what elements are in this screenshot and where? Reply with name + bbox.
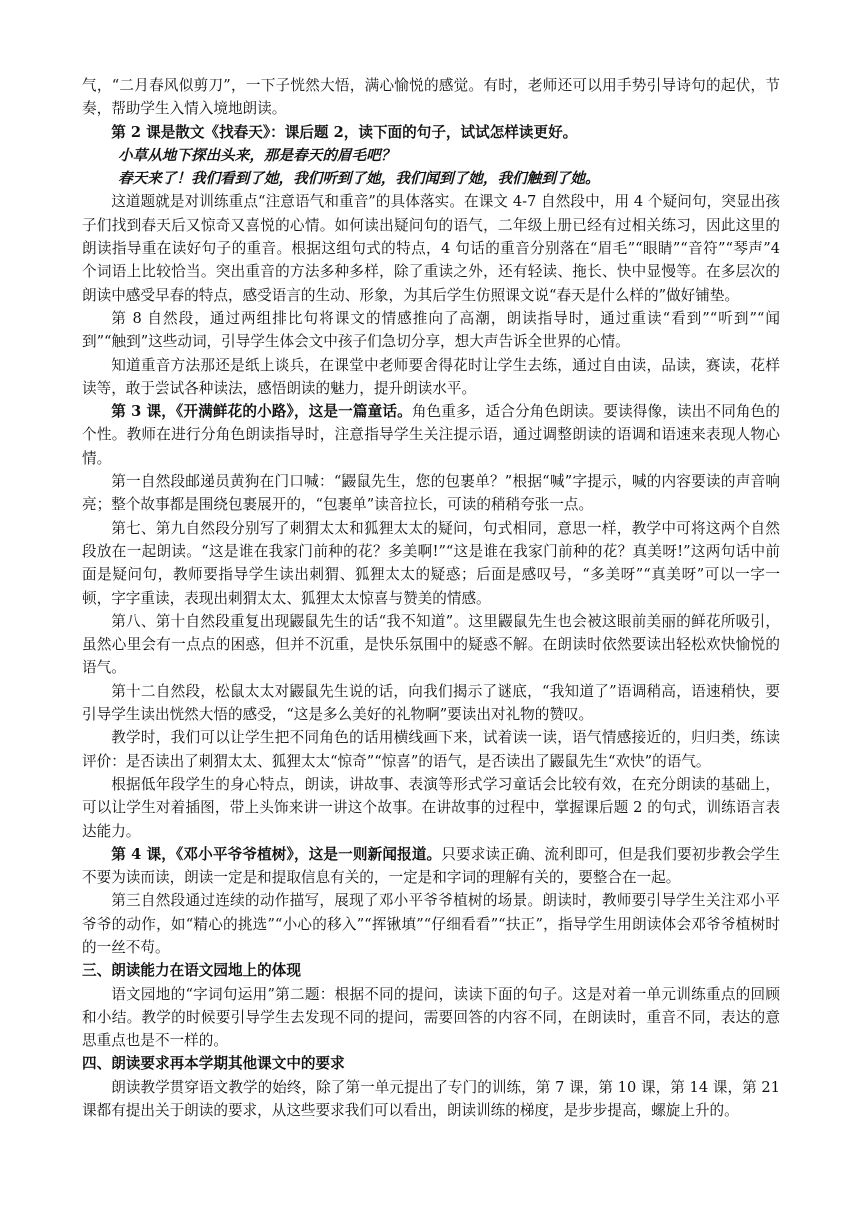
paragraph: 第十二自然段，松鼠太太对鼹鼠先生说的话，向我们揭示了谜底，“我知道了”语调稍高，语速稍快，要引导学生读出恍然大悟的感受，“这是多么美好的礼物啊”要读出对礼物的赞叹。 [82,682,780,724]
quoted-sentence: 春天来了！我们看到了她，我们听到了她，我们闻到了她，我们触到了她。 [118,170,600,188]
section-heading: 三、朗读能力在语文园地上的体现 [82,962,301,980]
quoted-sentence: 小草从地下探出头来，那是春天的眉毛吧？ [118,146,396,164]
paragraph: 朗读教学贯穿语文教学的始终，除了第一单元提出了专门的训练，第 7 课，第 10 课，第 14 课，第 21 课都有提出关于朗读的要求，从这些要求我们可以看出，朗读训练的梯度，是步步提高，螺旋上升的。 [82,1078,780,1120]
paragraph-text: 角色重多，适合分角色朗读。要读得像，读出不同角色的个性。教师在进行分角色朗读指导时，注意指导学生关注提示语，通过调整朗读的语调和语速来表现人物心情。 [82,403,780,467]
paragraph: 第一自然段邮递员黄狗在门口喊：“鼹鼠先生，您的包裹单？”根据“喊”字提示，喊的内容要读的声音响亮；整个故事都是围绕包裹展开的，“包裹单”读音拉长，可读的稍稍夸张一点。 [82,473,780,514]
paragraph: 第七、第九自然段分别写了刺猬太太和狐狸太太的疑问，句式相同，意思一样，教学中可将这两个自然段放在一起朗读。“这是谁在我家门前种的花？多美啊!”“这是谁在我家门前种的花？真美呀!”这两句话中前面是疑问句，教师要指导学生读出刺猬、狐狸太太的疑惑；后面是感叹号，“多美呀”“真美呀”可以一字一顿，字字重读，表现出刺猬太太、狐狸太太惊喜与赞美的情感。 [82,519,780,607]
paragraph: 知道重音方法那还是纸上谈兵，在课堂中老师要舍得花时让学生去练，通过自由读，品读，赛读，花样读等，敢于尝试各种读法，感悟朗读的魅力，提升朗读水平。 [82,356,780,397]
paragraph: 第 8 自然段，通过两组排比句将课文的情感推向了高潮，朗读指导时，通过重读“看到”“听到”“闻到”“触到”这些动词，引导学生体会文中孩子们急切分享，想大声告诉全世界的心情。 [82,309,780,351]
lesson-2-heading: 第 2 课是散文《找春天》：课后题 2，读下面的句子，试试怎样读更好。 [111,123,578,141]
paragraph [82,843,780,890]
paragraph-text: 只要求读正确、流利即可，但是我们要初步教会学生不要为读而读，朗读一定是和提取信息有关的，一定是和字词的理解有关的，要整合在一起。 [82,845,780,887]
lesson-3-heading: 第 3 课，《开满鲜花的小路》，这是一篇童话。 [111,403,412,421]
paragraph: 教学时，我们可以让学生把不同角色的话用横线画下来，试着读一读，语气情感接近的，归归类，练读评价：是否读出了刺猬太太、狐狸太太“惊奇”“惊喜”的语气，是否读出了鼹鼠先生“欢快”的语气。 [82,729,780,770]
paragraph: 根据低年段学生的身心特点，朗读，讲故事、表演等形式学习童话会比较有效，在充分朗读的基础上，可以让学生对着插图，带上头饰来讲一讲这个故事。在讲故事的过程中，掌握课后题 2 的句式，训练语言表达能力。 [82,775,780,840]
paragraph [82,400,780,470]
paragraph: 第八、第十自然段重复出现鼹鼠先生的话“我不知道”。这里鼹鼠先生也会被这眼前美丽的鲜花所吸引，虽然心里会有一点点的困惑，但并不沉重，是快乐氛围中的疑惑不解。在朗读时依然要读出轻松欢快愉悦的语气。 [82,612,780,677]
lesson-4-heading: 第 4 课，《邓小平爷爷植树》，这是一则新闻报道。 [111,845,442,863]
section-heading: 四、朗读要求再本学期其他课文中的要求 [82,1055,345,1073]
paragraph: 第三自然段通过连续的动作描写，展现了邓小平爷爷植树的场景。朗读时，教师要引导学生关注邓小平爷爷的动作，如“精心的挑选”“小心的移入”“挥锹填”“仔细看看”“扶正”，指导学生用朗读体会邓爷爷植树时的一丝不苟。 [82,892,780,956]
document-page [82,74,780,1122]
paragraph: 语文园地的“字词句运用”第二题：根据不同的提问，读读下面的句子。这是对着一单元训练重点的回顾和小结。教学的时候要引导学生去发现不同的提问，需要回答的内容不同，在朗读时，重音不同，表达的意思重点也是不一样的。 [82,985,780,1050]
paragraph: 这道题就是对训练重点“注意语气和重音”的具体落实。在课文 4-7 自然段中，用 4 个疑问句，突显出孩子们找到春天后又惊奇又喜悦的心情。如何读出疑问句的语气，二年级上册已经有过相关练习，因此这里的朗读指导重在读好句子的重音。根据这组句式的特点，4 句话的重音分别落在“眉毛”“眼睛”“音符”“琴声”4 个词语上比较恰当。突出重音的方法多种多样，除了重读之外，还有轻读、拖长、快中显慢等。在多层次的朗读中感受早春的特点，感受语言的生动、形象，为其后学生仿照课文说“春天是什么样的”做好铺垫。 [82,193,780,304]
paragraph: 气，“二月春风似剪刀”，一下子恍然大悟，满心愉悦的感觉。有时，老师还可以用手势引导诗句的起伏，节奏，帮助学生入情入境地朗读。 [82,77,780,118]
